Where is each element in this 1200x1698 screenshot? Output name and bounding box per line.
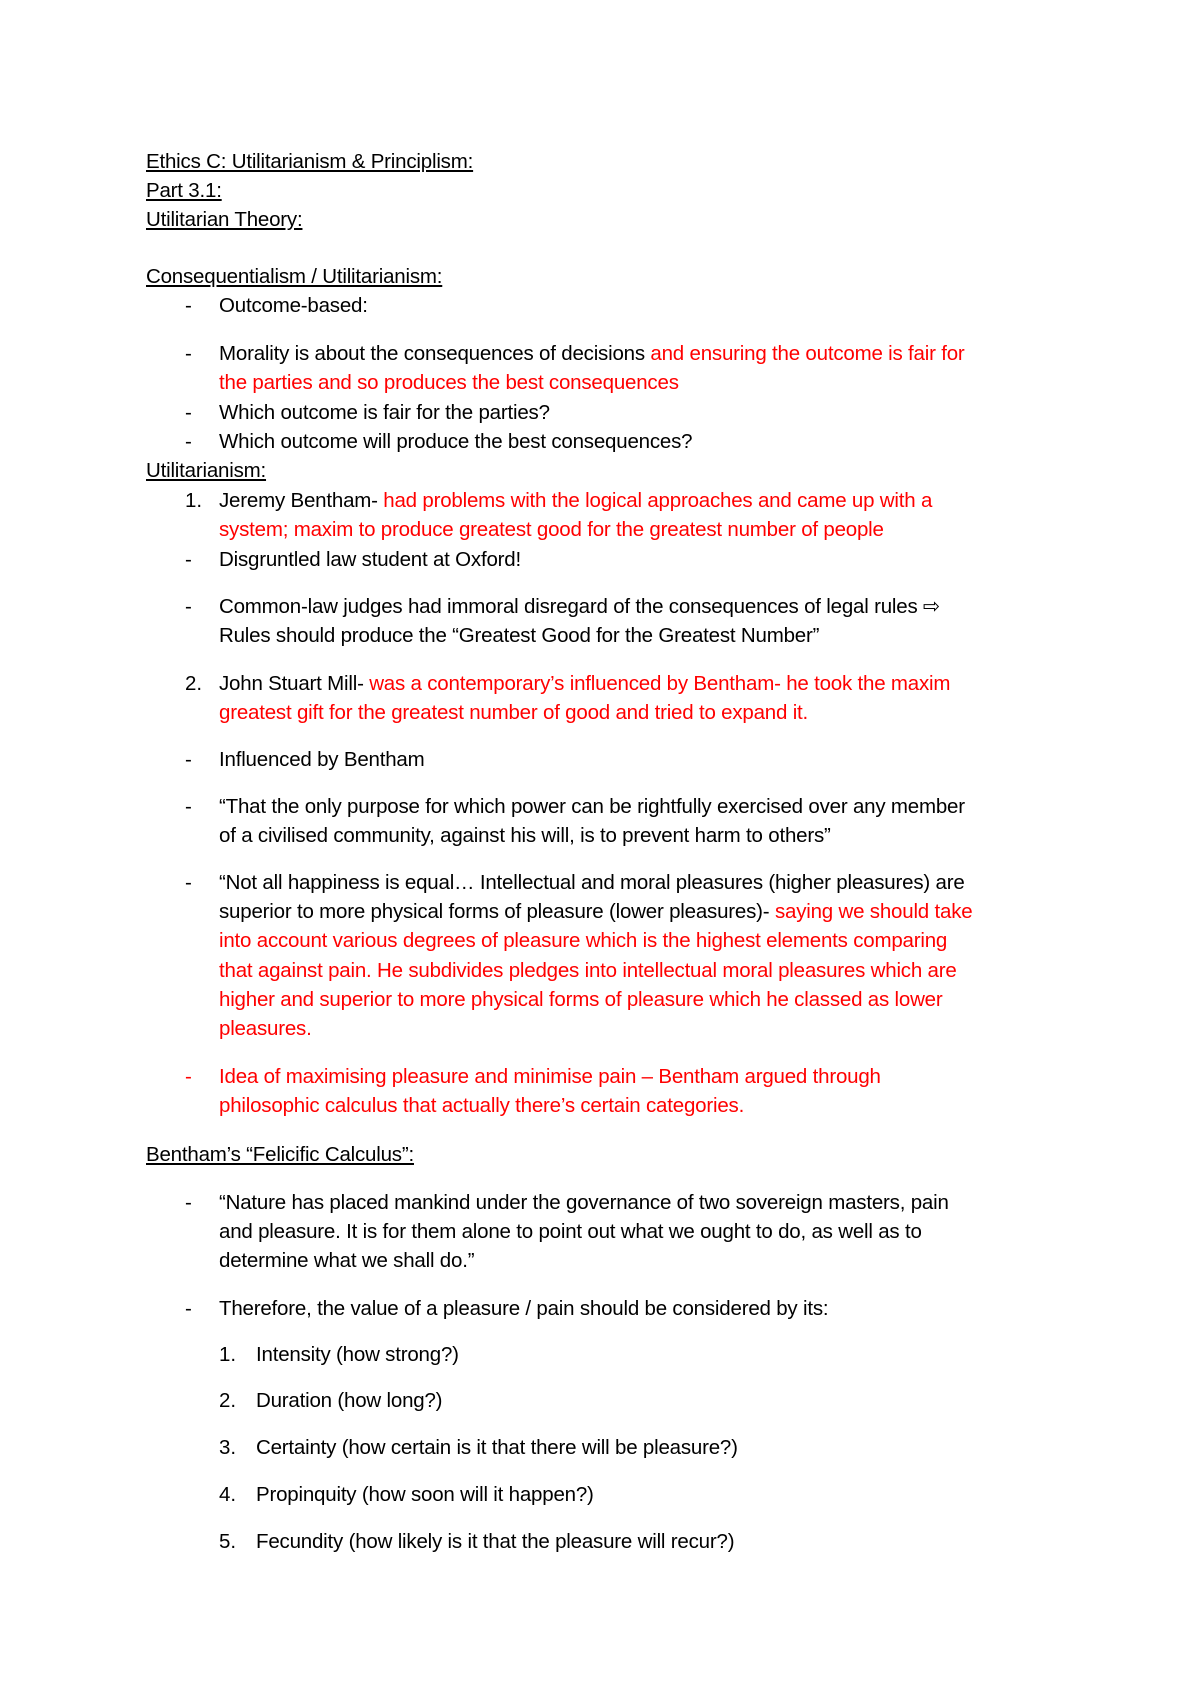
utilitarianism-heading: Utilitarianism: — [146, 459, 267, 482]
annotation-text: system; maxim to produce greatest good for the greatest number of people — [219, 518, 884, 541]
list-item-text — [219, 486, 932, 515]
number-marker: 2. — [219, 1389, 237, 1412]
annotation-text: and ensuring the outcome is fair for — [650, 342, 965, 365]
dash-marker: - — [185, 430, 192, 453]
number-marker: 4. — [219, 1483, 237, 1506]
annotation-text: philosophic calculus that actually there’s certain categories. — [219, 1094, 745, 1117]
dash-marker: - — [185, 748, 192, 771]
list-item-text — [219, 897, 972, 926]
number-marker: 1. — [185, 489, 203, 512]
dash-marker: - — [185, 795, 192, 818]
list-item-text — [219, 669, 950, 698]
criteria-text: Duration (how long?) — [256, 1389, 443, 1412]
list-item-text — [219, 592, 940, 621]
dash-marker: - — [185, 1191, 192, 1214]
note-text: Common-law judges had immoral disregard of the consequences of legal rules — [219, 595, 918, 618]
dash-marker: - — [185, 1297, 192, 1320]
number-marker: 5. — [219, 1530, 237, 1553]
number-marker: 2. — [185, 672, 203, 695]
felicific-heading: Bentham’s “Felicific Calculus”: — [146, 1143, 414, 1166]
annotation-text: had problems with the logical approaches and came up with a — [383, 489, 933, 512]
list-item-text: Outcome-based: — [219, 294, 368, 317]
annotation-text: was a contemporary’s influenced by Bentham- he took the maxim — [369, 672, 951, 695]
number-marker: 1. — [219, 1343, 237, 1366]
annotation-text: the parties and so produces the best consequences — [219, 371, 679, 394]
list-item-text: Influenced by Bentham — [219, 748, 425, 771]
document-title: Ethics C: Utilitarianism & Principlism: — [146, 150, 474, 173]
dash-marker: - — [185, 595, 192, 618]
list-item-text: Rules should produce the “Greatest Good for the Greatest Number” — [219, 624, 820, 647]
part-label: Part 3.1: — [146, 179, 222, 202]
list-item-text: Therefore, the value of a pleasure / pain should be considered by its: — [219, 1297, 829, 1320]
quote-text: “Nature has placed mankind under the governance of two sovereign masters, pain — [219, 1191, 949, 1214]
list-item-text: “That the only purpose for which power can be rightfully exercised over any member — [219, 795, 965, 818]
list-item-text: Which outcome will produce the best consequences? — [219, 430, 693, 453]
arrow-right-icon: ⇨ — [923, 595, 941, 618]
list-item-text — [219, 339, 965, 368]
list-item-text: Disgruntled law student at Oxford! — [219, 548, 521, 571]
quote-text: and pleasure. It is for them alone to point out what we ought to do, as well as to — [219, 1220, 922, 1243]
annotation-text: Idea of maximising pleasure and minimise pain – Bentham argued through — [219, 1065, 881, 1088]
criteria-text: Certainty (how certain is it that there will be pleasure?) — [256, 1436, 738, 1459]
dash-marker: - — [185, 548, 192, 571]
person-name: Jeremy Bentham- — [219, 489, 384, 512]
list-item-text: Which outcome is fair for the parties? — [219, 401, 550, 424]
dash-marker: - — [185, 294, 192, 317]
note-text: Morality is about the consequences of decisions — [219, 342, 651, 365]
consequentialism-heading: Consequentialism / Utilitarianism: — [146, 265, 443, 288]
dash-marker: - — [185, 342, 192, 365]
annotation-text: that against pain. He subdivides pledges into intellectual moral pleasures which are — [219, 959, 957, 982]
person-name: John Stuart Mill- — [219, 672, 370, 695]
criteria-text: Fecundity (how likely is it that the pleasure will recur?) — [256, 1530, 735, 1553]
annotation-text: greatest gift for the greatest number of good and tried to expand it. — [219, 701, 809, 724]
note-text: superior to more physical forms of pleasure (lower pleasures)- — [219, 900, 775, 923]
section-subtitle: Utilitarian Theory: — [146, 208, 303, 231]
annotation-text: into account various degrees of pleasure which is the highest elements comparing — [219, 929, 948, 952]
criteria-text: Intensity (how strong?) — [256, 1343, 459, 1366]
list-item-text: of a civilised community, against his will, is to prevent harm to others” — [219, 824, 831, 847]
criteria-text: Propinquity (how soon will it happen?) — [256, 1483, 594, 1506]
dash-marker: - — [185, 1065, 192, 1088]
number-marker: 3. — [219, 1436, 237, 1459]
dash-marker: - — [185, 401, 192, 424]
annotation-text: pleasures. — [219, 1017, 312, 1040]
quote-text: determine what we shall do.” — [219, 1249, 475, 1272]
annotation-text: saying we should take — [774, 900, 973, 923]
list-item-text: “Not all happiness is equal… Intellectual and moral pleasures (higher pleasures) are — [219, 871, 965, 894]
annotation-text: higher and superior to more physical forms of pleasure which he classed as lower — [219, 988, 943, 1011]
dash-marker: - — [185, 871, 192, 894]
